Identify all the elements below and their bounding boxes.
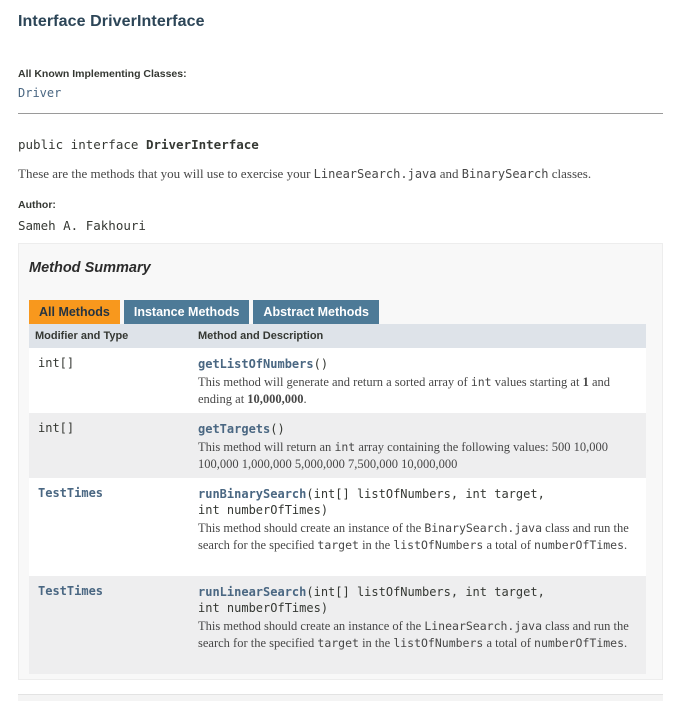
method-signature (198, 356, 640, 372)
description-text: and ending at (198, 375, 610, 406)
method-description (198, 439, 640, 473)
return-type-link[interactable]: TestTimes (29, 576, 189, 674)
description-code: target (317, 636, 359, 650)
description-text: array containing the following values: 500 10,000 100,000 1,000,000 5,000,000 7,500,000 10,000,000 (198, 440, 608, 471)
signature-name: DriverInterface (145, 137, 259, 152)
description-text: These are the methods that you will use to exercise your (18, 166, 314, 181)
description-code: listOfNumbers (393, 636, 484, 650)
description-text: class and run the search for the specified (198, 521, 629, 552)
description-text: . (303, 392, 307, 406)
method-cell (189, 413, 646, 478)
description-code: target (317, 538, 359, 552)
column-header-modifier: Modifier and Type (29, 324, 189, 348)
description-code: int (470, 375, 492, 389)
method-summary-table (29, 324, 646, 674)
author-name: Sameh A. Fakhouri (18, 218, 146, 233)
description-text: values starting at (491, 375, 583, 389)
class-documentation (0, 0, 677, 233)
author-label: Author: (18, 199, 56, 211)
description-code: LinearSearch.java (424, 619, 543, 633)
method-signature (198, 421, 640, 437)
interface-description (18, 166, 663, 182)
method-description (198, 618, 640, 652)
description-text: This method should create an instance of the (198, 521, 425, 535)
table-row (29, 576, 646, 674)
method-link[interactable]: runBinarySearch (198, 487, 307, 501)
tab-abstract-methods[interactable]: Abstract Methods (253, 300, 379, 324)
description-text: class and run the search for the specified (198, 619, 629, 650)
description-text: classes. (548, 166, 592, 181)
method-link[interactable]: getListOfNumbers (198, 357, 314, 371)
method-description (198, 520, 640, 554)
interface-signature (18, 137, 663, 152)
description-text: a total of (483, 538, 535, 552)
tab-all-methods[interactable]: All Methods (29, 300, 120, 324)
method-link[interactable]: getTargets (198, 422, 271, 436)
method-signature (198, 486, 640, 518)
description-code: BinarySearch (461, 167, 549, 181)
method-description (198, 374, 640, 408)
description-code: BinarySearch.java (424, 521, 543, 535)
implementing-classes-label: All Known Implementing Classes: (18, 68, 187, 80)
description-text: . (624, 636, 628, 650)
method-params: () (270, 422, 285, 436)
description-text: . (624, 538, 628, 552)
table-row (29, 413, 646, 478)
description-text: This method will generate and return a sorted array of (198, 375, 471, 389)
method-cell (189, 478, 646, 576)
description-code: listOfNumbers (393, 538, 484, 552)
method-link[interactable]: runLinearSearch (198, 585, 307, 599)
divider (18, 113, 663, 114)
method-signature (198, 584, 640, 616)
method-cell (189, 348, 646, 413)
method-params: (int[] listOfNumbers, int target, (306, 487, 545, 501)
method-summary-heading: Method Summary (29, 260, 151, 276)
tab-instance-methods[interactable]: Instance Methods (124, 300, 250, 324)
table-row (29, 478, 646, 576)
description-code: numberOfTimes (534, 538, 625, 552)
return-type: int[] (29, 413, 189, 478)
method-cell (189, 576, 646, 674)
description-text: and (436, 166, 462, 181)
method-params: () (313, 357, 329, 371)
return-type-link[interactable]: TestTimes (29, 478, 189, 576)
description-text: in the (358, 538, 394, 552)
description-text: in the (358, 636, 394, 650)
description-bold: 1 (582, 375, 589, 389)
signature-prefix: public interface (18, 137, 146, 152)
page-title: Interface DriverInterface (18, 13, 205, 30)
method-summary (18, 243, 663, 680)
return-type: int[] (29, 348, 189, 413)
description-code: int (334, 440, 356, 454)
table-header-row (29, 324, 646, 348)
method-tabs (29, 300, 379, 324)
method-params: int numberOfTimes) (198, 601, 329, 615)
method-params: (int[] listOfNumbers, int target, (306, 585, 545, 599)
column-header-method: Method and Description (189, 324, 646, 348)
description-text: a total of (483, 636, 535, 650)
description-text: This method will return an (198, 440, 335, 454)
description-code: LinearSearch.java (313, 167, 437, 181)
table-row (29, 348, 646, 413)
description-code: numberOfTimes (534, 636, 625, 650)
method-params: int numberOfTimes) (198, 503, 329, 517)
implementing-class-link[interactable]: Driver (18, 86, 62, 100)
description-bold: 10,000,000 (247, 392, 304, 406)
description-text: This method should create an instance of the (198, 619, 425, 633)
